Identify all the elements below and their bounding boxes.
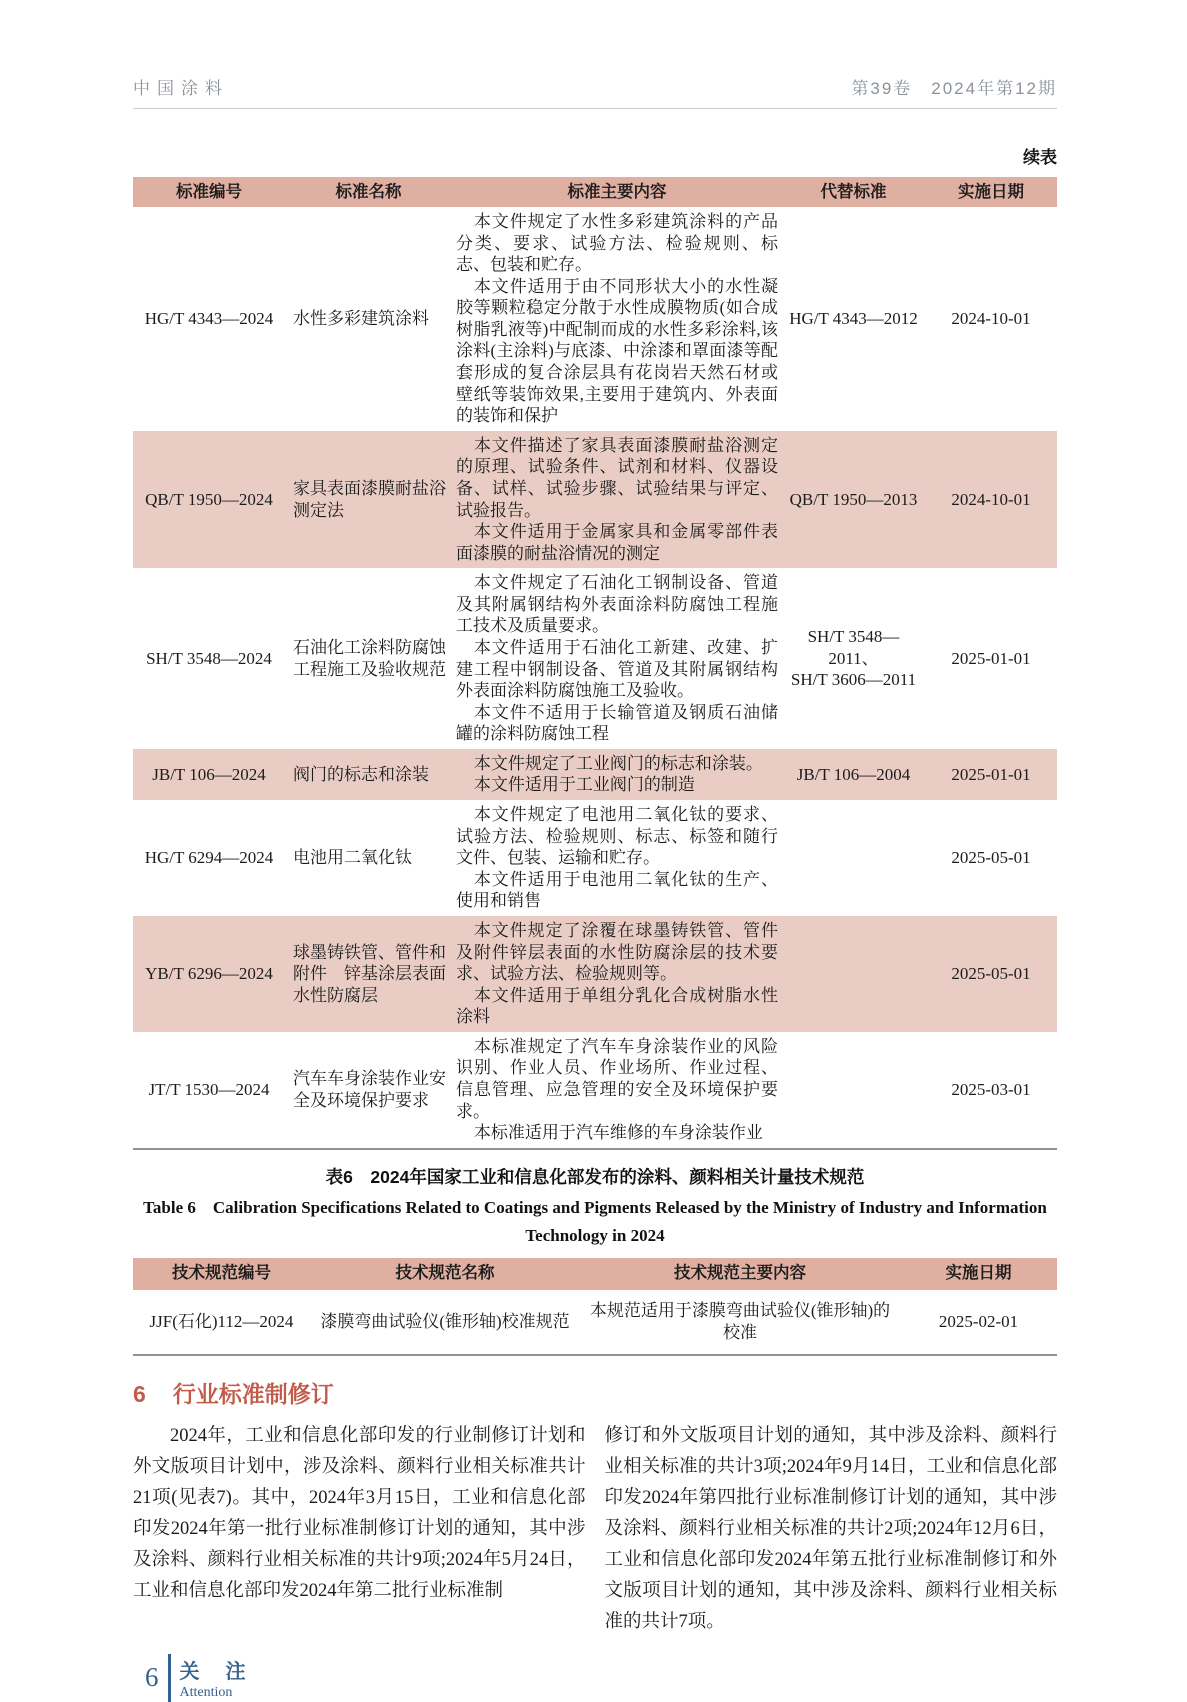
continued-table-label: 续表 bbox=[1023, 148, 1057, 167]
standard-code: SH/T 3548—2024 bbox=[146, 648, 272, 668]
body-column-right bbox=[605, 1421, 1058, 1638]
replaced-standard bbox=[782, 800, 925, 916]
standard-content bbox=[452, 207, 782, 431]
implementation-date: 2025-05-01 bbox=[951, 964, 1031, 984]
content-paragraph: 本文件不适用于长输管道及钢质石油储罐的涂料防腐蚀工程 bbox=[456, 702, 778, 744]
table-header-row bbox=[133, 1258, 1057, 1290]
implementation-date: 2024-10-01 bbox=[951, 309, 1031, 329]
content-paragraph: 本文件适用于工业阀门的制造 bbox=[473, 775, 695, 795]
body-paragraph: 2024年，工业和信息化部印发的行业制修订计划和外文版项目计划中，涉及涂料、颜料行业相关标准共计21项(见表7)。其中，2024年3月15日，工业和信息化部印发2024年第一批行业标准制修订计划的通知，其中涉及涂料、颜料行业相关标准的共计9项;2024年5月24日，工业和信息化部印发2024年第二批行业标准制 bbox=[133, 1425, 586, 1601]
implementation-date: 2025-05-01 bbox=[951, 848, 1031, 868]
content-paragraph: 本文件适用于单组分乳化合成树脂水性涂料 bbox=[456, 985, 778, 1027]
standard-name: 家具表面漆膜耐盐浴测定法 bbox=[293, 478, 446, 520]
content-paragraph: 本文件适用于金属家具和金属零部件表面漆膜的耐盐浴情况的测定 bbox=[456, 522, 778, 563]
page-number: 6 bbox=[145, 1662, 159, 1693]
table-row bbox=[133, 1032, 1057, 1149]
content-paragraph: 本标准规定了汽车车身涂装作业的风险识别、作业人员、作业场所、作业过程、信息管理、应急管理的安全及环境保护要求。 bbox=[456, 1036, 778, 1121]
standard-code: QB/T 1950—2024 bbox=[145, 489, 273, 509]
standards-table bbox=[133, 177, 1057, 1150]
footer-divider bbox=[168, 1654, 171, 1702]
header-standard-name: 标准名称 bbox=[285, 177, 452, 207]
standard-name: 电池用二氧化钛 bbox=[293, 848, 412, 868]
replaced-standard: JB/T 106—2004 bbox=[796, 764, 911, 784]
content-paragraph: 本文件规定了水性多彩建筑涂料的产品分类、要求、试验方法、检验规则、标志、包装和贮存。 bbox=[456, 212, 778, 275]
spec-name: 漆膜弯曲试验仪(锥形轴)校准规范 bbox=[320, 1311, 570, 1331]
table-row bbox=[133, 568, 1057, 749]
table-row bbox=[133, 749, 1057, 800]
standard-name: 汽车车身涂装作业安全及环境保护要求 bbox=[293, 1069, 446, 1110]
body-text bbox=[133, 1421, 1057, 1638]
table-row bbox=[133, 916, 1057, 1032]
content-paragraph: 本文件规定了电池用二氧化钛的要求、试验方法、检验规则、标志、标签和随行文件、包装、运输和贮存。 bbox=[456, 805, 778, 868]
section-number: 6 bbox=[133, 1380, 146, 1407]
standard-content bbox=[452, 749, 782, 800]
standard-code: JB/T 106—2024 bbox=[152, 764, 266, 784]
content-paragraph: 本文件适用于由不同形状大小的水性凝胶等颗粒稳定分散于水性成膜物质(如合成树脂乳液等)中配制而成的水性多彩涂料,该涂料(主涂料)与底漆、中涂漆和罩面漆等配套形成的复合涂层具有花岗岩天然石材或壁纸等装饰效果,主要用于建筑内、外表面的装饰和保护 bbox=[456, 276, 778, 426]
table6-title-en: Table 6 Calibration Specifications Related to Coatings and Pigments Released by the Ministry of Industry and Information Technology in 2024 bbox=[143, 1197, 1047, 1245]
content-paragraph: 本文件规定了石油化工钢制设备、管道及其附属钢结构外表面涂料防腐蚀工程施工技术及质量要求。 bbox=[456, 573, 778, 636]
section-heading bbox=[133, 1376, 1057, 1409]
header-implementation-date: 实施日期 bbox=[925, 177, 1057, 207]
standard-content bbox=[452, 431, 782, 568]
standard-content bbox=[452, 916, 782, 1032]
header-spec-code: 技术规范编号 bbox=[133, 1258, 310, 1290]
standard-name: 水性多彩建筑涂料 bbox=[293, 309, 429, 329]
header-spec-content: 技术规范主要内容 bbox=[580, 1258, 900, 1290]
body-column-left bbox=[133, 1421, 586, 1638]
calibration-table bbox=[133, 1258, 1057, 1356]
content-paragraph: 本文件规定了工业阀门的标志和涂装。 bbox=[473, 753, 763, 773]
implementation-date: 2024-10-01 bbox=[951, 489, 1031, 509]
replaced-standard: SH/T 3548—2011、 SH/T 3606—2011 bbox=[790, 627, 917, 690]
standard-code: HG/T 6294—2024 bbox=[144, 848, 274, 868]
standard-name: 阀门的标志和涂装 bbox=[293, 764, 429, 784]
table-header-row bbox=[133, 177, 1057, 207]
header-standard-code: 标准编号 bbox=[133, 177, 285, 207]
content-paragraph: 本文件适用于石油化工新建、改建、扩建工程中钢制设备、管道及其附属钢结构外表面涂料防腐蚀施工及验收。 bbox=[456, 637, 778, 701]
content-paragraph: 本文件适用于电池用二氧化钛的生产、使用和销售 bbox=[456, 869, 778, 911]
standard-content bbox=[452, 1032, 782, 1149]
journal-title: 中国涂料 bbox=[133, 79, 229, 98]
standard-code: HG/T 4343—2024 bbox=[144, 309, 274, 329]
spec-code: JJF(石化)112—2024 bbox=[149, 1311, 294, 1331]
implementation-date: 2025-02-01 bbox=[938, 1311, 1019, 1331]
content-paragraph: 本标准适用于汽车维修的车身涂装作业 bbox=[473, 1123, 763, 1143]
table6-title-zh: 表6 2024年国家工业和信息化部发布的涂料、颜料相关计量技术规范 bbox=[325, 1166, 865, 1187]
implementation-date: 2025-03-01 bbox=[951, 1079, 1031, 1099]
table-row bbox=[133, 207, 1057, 431]
table-row bbox=[133, 800, 1057, 916]
header-spec-name: 技术规范名称 bbox=[310, 1258, 580, 1290]
standard-name: 球墨铸铁管、管件和附件 锌基涂层表面水性防腐层 bbox=[293, 942, 446, 1005]
content-paragraph: 本文件描述了家具表面漆膜耐盐浴测定的原理、试验条件、试剂和材料、仪器设备、试样、试验步骤、试验结果与评定、试验报告。 bbox=[456, 435, 778, 520]
footer-section-zh: 关 注 bbox=[179, 1660, 249, 1683]
replaced-standard bbox=[782, 1032, 925, 1149]
implementation-date: 2025-01-01 bbox=[951, 648, 1031, 668]
standard-content bbox=[452, 568, 782, 749]
standard-content bbox=[452, 800, 782, 916]
content-paragraph: 本文件规定了涂覆在球墨铸铁管、管件及附件锌层表面的水性防腐涂层的技术要求、试验方法、检验规则等。 bbox=[456, 920, 778, 984]
body-paragraph: 修订和外文版项目计划的通知，其中涉及涂料、颜料行业相关标准的共计3项;2024年9月14日，工业和信息化部印发2024年第四批行业标准制修订计划的通知，其中涉及涂料、颜料行业相关标准的共计2项;2024年12月6日，工业和信息化部印发2024年第五批行业标准制修订和外文版项目计划的通知，其中涉及涂料、颜料行业相关标准的共计7项。 bbox=[604, 1425, 1057, 1632]
header-standard-content: 标准主要内容 bbox=[452, 177, 782, 207]
page-footer bbox=[145, 1654, 1057, 1702]
standard-name: 石油化工涂料防腐蚀工程施工及验收规范 bbox=[293, 637, 446, 679]
running-head bbox=[133, 74, 1057, 109]
replaced-standard: HG/T 4343—2012 bbox=[789, 309, 918, 329]
standard-code: YB/T 6296—2024 bbox=[145, 964, 273, 984]
header-replaced-standard: 代替标准 bbox=[782, 177, 925, 207]
replaced-standard: QB/T 1950—2013 bbox=[789, 489, 918, 509]
spec-content: 本规范适用于漆膜弯曲试验仪(锥形轴)的校准 bbox=[589, 1300, 891, 1342]
standard-code: JT/T 1530—2024 bbox=[148, 1079, 270, 1099]
footer-section-labels bbox=[180, 1655, 249, 1701]
table-row bbox=[133, 1290, 1057, 1355]
table-row bbox=[133, 431, 1057, 568]
volume-issue-label: 第39卷 2024年第12期 bbox=[851, 79, 1057, 98]
replaced-standard bbox=[782, 916, 925, 1032]
section-title: 行业标准制修订 bbox=[172, 1380, 334, 1407]
implementation-date: 2025-01-01 bbox=[951, 764, 1031, 784]
footer-section-en: Attention bbox=[179, 1684, 233, 1700]
header-implementation-date: 实施日期 bbox=[900, 1258, 1057, 1290]
